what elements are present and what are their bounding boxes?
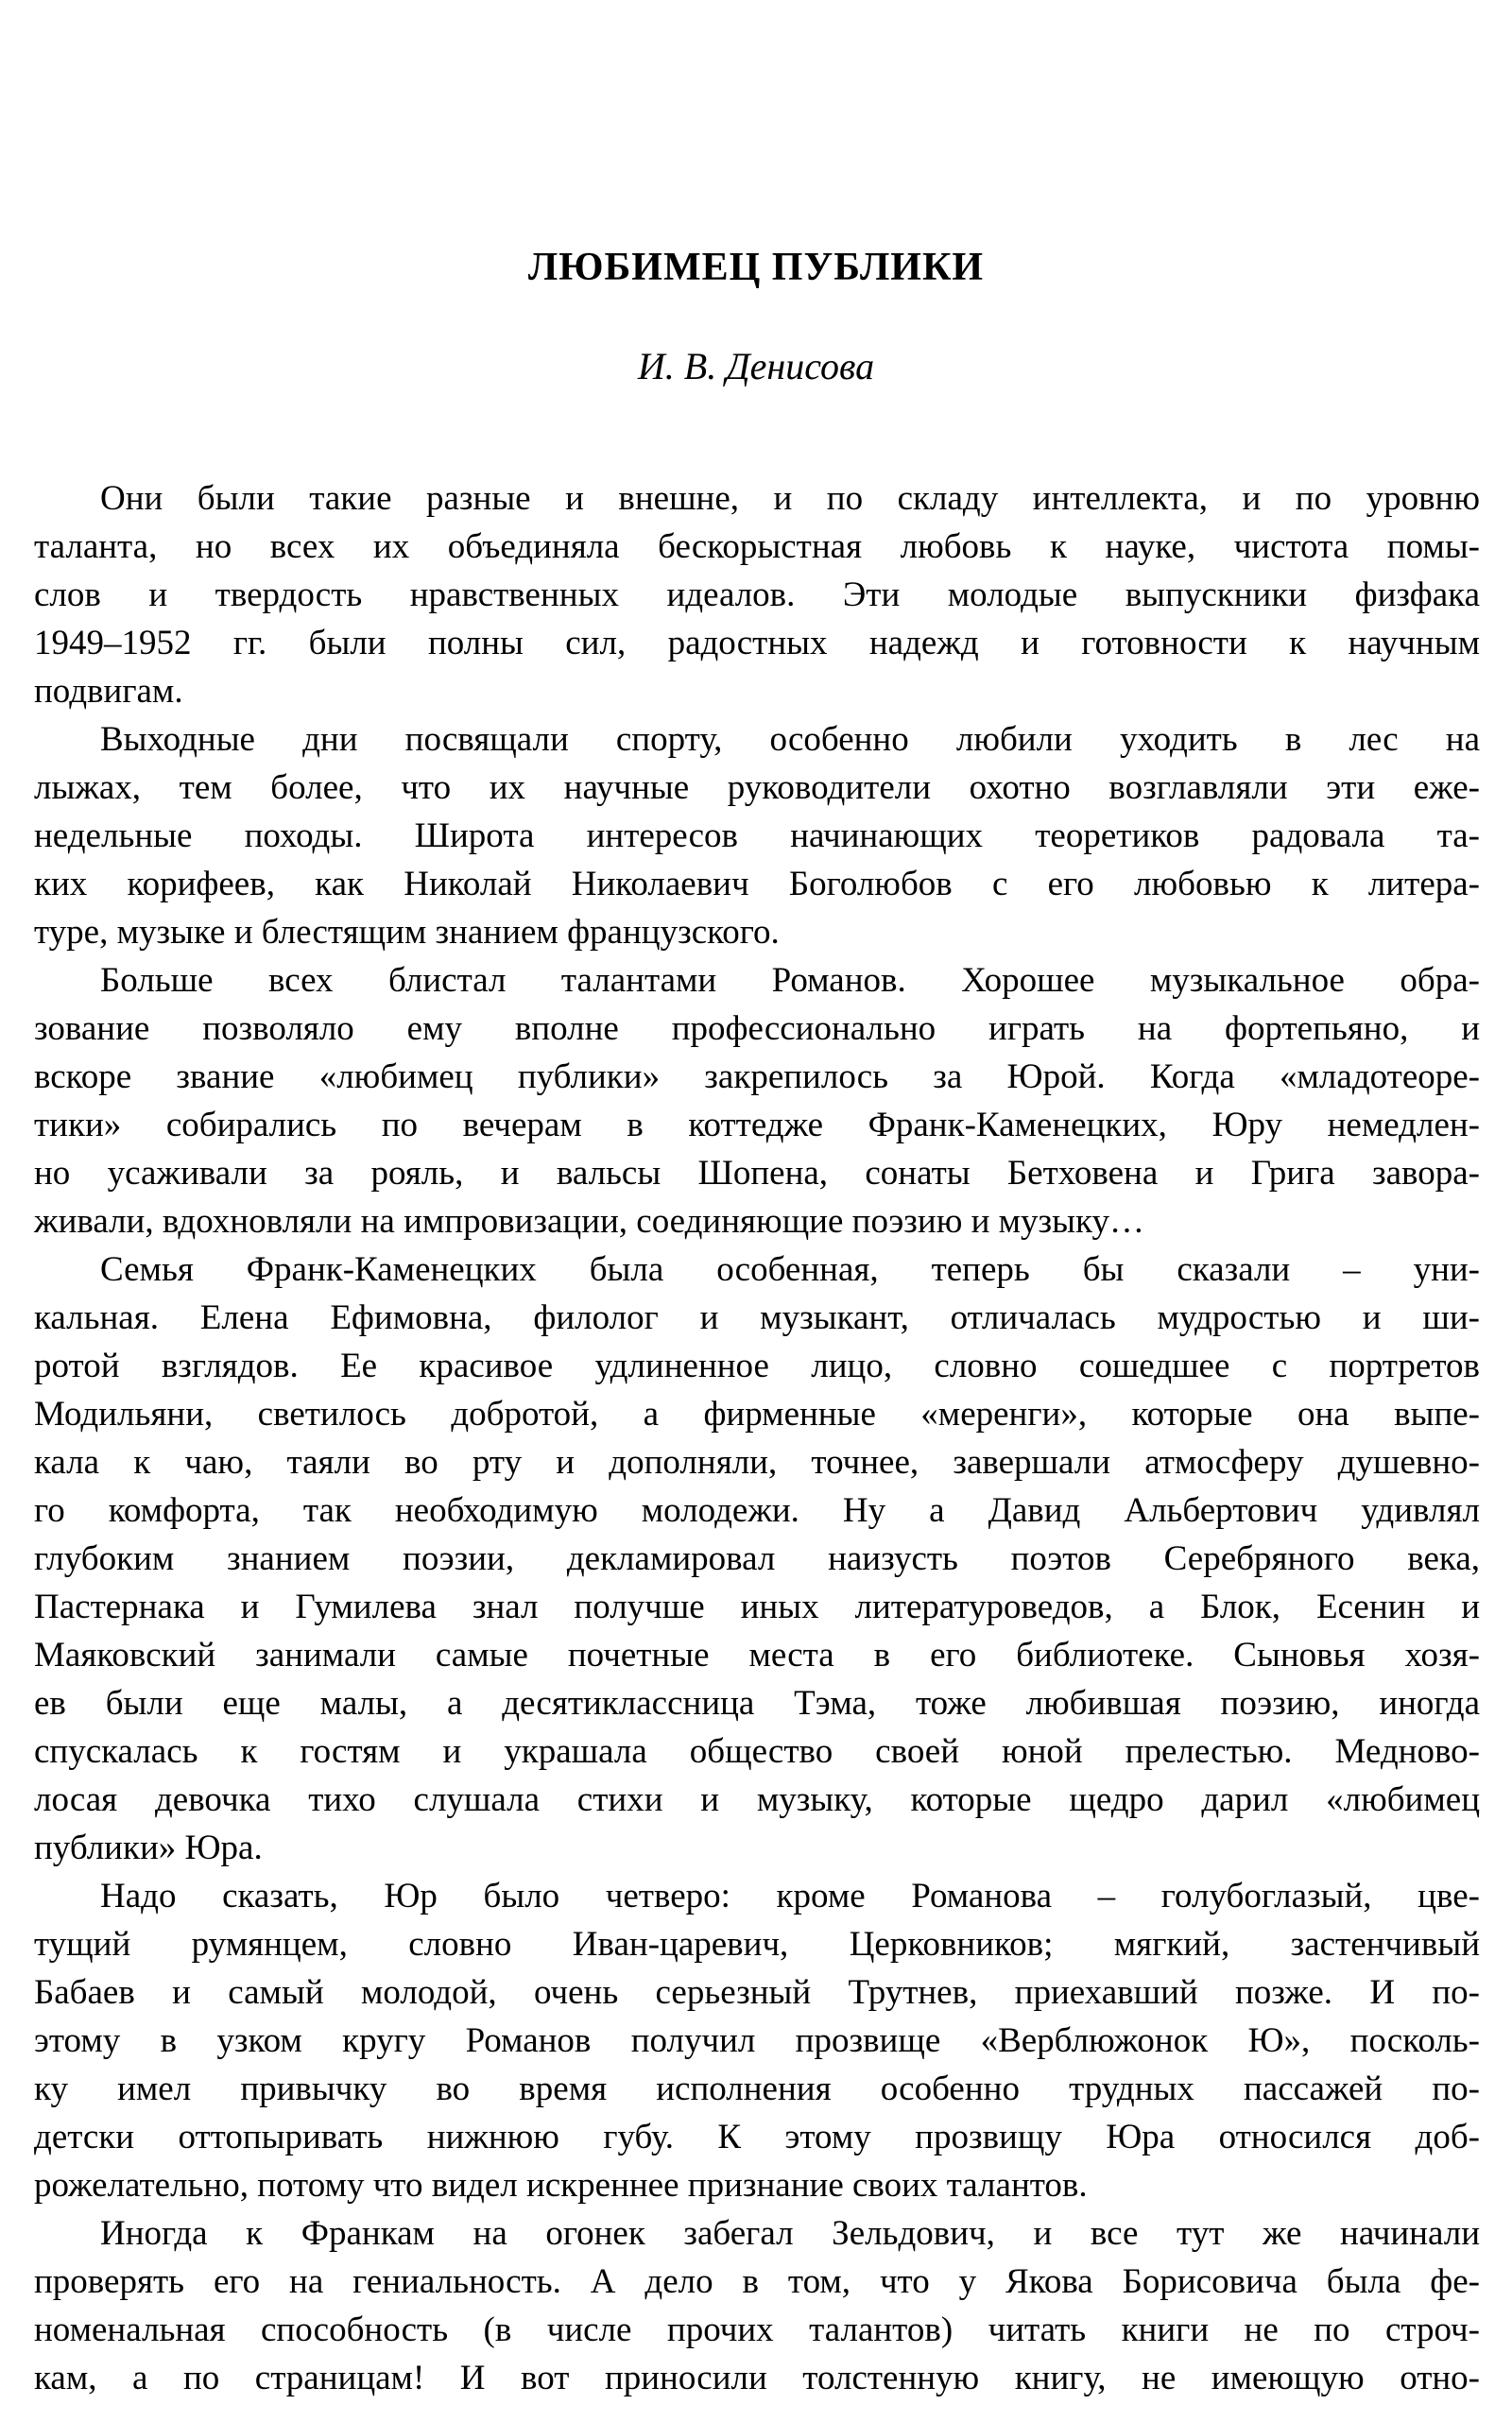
text-line: Они были такие разные и внешне, и по складу интеллекта, и по уровню — [100, 479, 1480, 518]
text-line: зование позволяло ему вполне профессионально играть на фортепьяно, и — [34, 1009, 1480, 1048]
text-line: кала к чаю, таяли во рту и дополняли, точнее, завершали атмосферу душевно- — [34, 1443, 1480, 1482]
text-line: слов и твердость нравственных идеалов. Эти молодые выпускники физфака — [34, 575, 1480, 614]
text-line: детски оттопыривать нижнюю губу. К этому прозвищу Юра относился доб- — [34, 2118, 1480, 2156]
text-line: тущий румянцем, словно Иван-царевич, Церковников; мягкий, застенчивый — [34, 1925, 1480, 1964]
body-text — [0, 474, 1512, 2402]
text-line: Выходные дни посвящали спорту, особенно любили уходить в лес на — [100, 720, 1480, 759]
text-line: ких корифеев, как Николай Николаевич Боголюбов с его любовью к литера- — [34, 865, 1480, 903]
text-line: спускалась к гостям и украшала общество своей юной прелестью. Медново- — [34, 1732, 1480, 1771]
text-line: ротой взглядов. Ее красивое удлиненное лицо, словно сошедшее с портретов — [34, 1347, 1480, 1385]
text-line: публики» Юра. — [34, 1829, 263, 1867]
article-title: ЛЮБИМЕЦ ПУБЛИКИ — [527, 246, 985, 289]
text-line: Семья Франк-Каменецких была особенная, теперь бы сказали – уни- — [100, 1250, 1480, 1289]
text-line: Пастернака и Гумилева знал получше иных литературоведов, а Блок, Есенин и — [34, 1588, 1480, 1626]
text-line: Больше всех блистал талантами Романов. Хорошее музыкальное обра- — [100, 961, 1480, 1000]
text-line: 1949–1952 гг. были полны сил, радостных надежд и готовности к научным — [34, 624, 1480, 662]
text-line: Бабаев и самый молодой, очень серьезный Трутнев, приехавший позже. И по- — [34, 1973, 1480, 2012]
text-line: ев были еще малы, а десятиклассница Тэма, тоже любившая поэзию, иногда — [34, 1684, 1480, 1723]
text-line: рожелательно, потому что видел искреннее признание своих талантов. — [34, 2166, 1088, 2205]
text-line: таланта, но всех их объединяла бескорыстная любовь к науке, чистота помы- — [34, 527, 1480, 566]
text-line: ку имел привычку во время исполнения особенно трудных пассажей по- — [34, 2070, 1480, 2108]
text-line: туре, музыке и блестящим знанием французского. — [34, 913, 780, 952]
article-author: И. В. Денисова — [637, 345, 875, 387]
text-line: глубоким знанием поэзии, декламировал наизусть поэтов Серебряного века, — [34, 1539, 1480, 1578]
text-line: недельные походы. Широта интересов начинающих теоретиков радовала та- — [34, 816, 1480, 855]
text-line: лосая девочка тихо слушала стихи и музыку, которые щедро дарил «любимец — [34, 1780, 1480, 1819]
text-line: кальная. Елена Ефимовна, филолог и музыкант, отличалась мудростью и ши- — [34, 1298, 1480, 1337]
text-line: го комфорта, так необходимую молодежи. Ну а Давид Альбертович удивлял — [34, 1491, 1480, 1530]
text-line: живали, вдохновляли на импровизации, соединяющие поэзию и музыку… — [34, 1202, 1144, 1241]
text-line: Надо сказать, Юр было четверо: кроме Романова – голубоглазый, цве- — [100, 1877, 1480, 1915]
text-line: Модильяни, светилось добротой, а фирменные «меренги», которые она выпе- — [34, 1395, 1480, 1434]
text-line: проверять его на гениальность. А дело в том, что у Якова Борисовича была фе- — [34, 2262, 1480, 2301]
text-line: номенальная способность (в числе прочих талантов) читать книги не по строч- — [34, 2310, 1480, 2349]
text-line: этому в узком кругу Романов получил прозвище «Верблюжонок Ю», посколь- — [34, 2021, 1480, 2060]
text-line: Иногда к Франкам на огонек забегал Зельдович, и все тут же начинали — [100, 2214, 1480, 2253]
text-line: подвигам. — [34, 672, 183, 711]
text-line: Маяковский занимали самые почетные места в его библиотеке. Сыновья хозя- — [34, 1636, 1480, 1675]
text-line: вскоре звание «любимец публики» закрепилось за Юрой. Когда «младотеоре- — [34, 1057, 1480, 1096]
text-line: лыжах, тем более, что их научные руководители охотно возглавляли эти еже- — [34, 768, 1480, 807]
text-line: кам, а по страницам! И вот приносили толстенную книгу, не имеющую отно- — [34, 2359, 1480, 2397]
text-line: но усаживали за рояль, и вальсы Шопена, сонаты Бетховена и Грига завора- — [34, 1154, 1480, 1193]
text-line: тики» собирались по вечерам в коттедже Франк-Каменецких, Юру немедлен- — [34, 1106, 1480, 1144]
